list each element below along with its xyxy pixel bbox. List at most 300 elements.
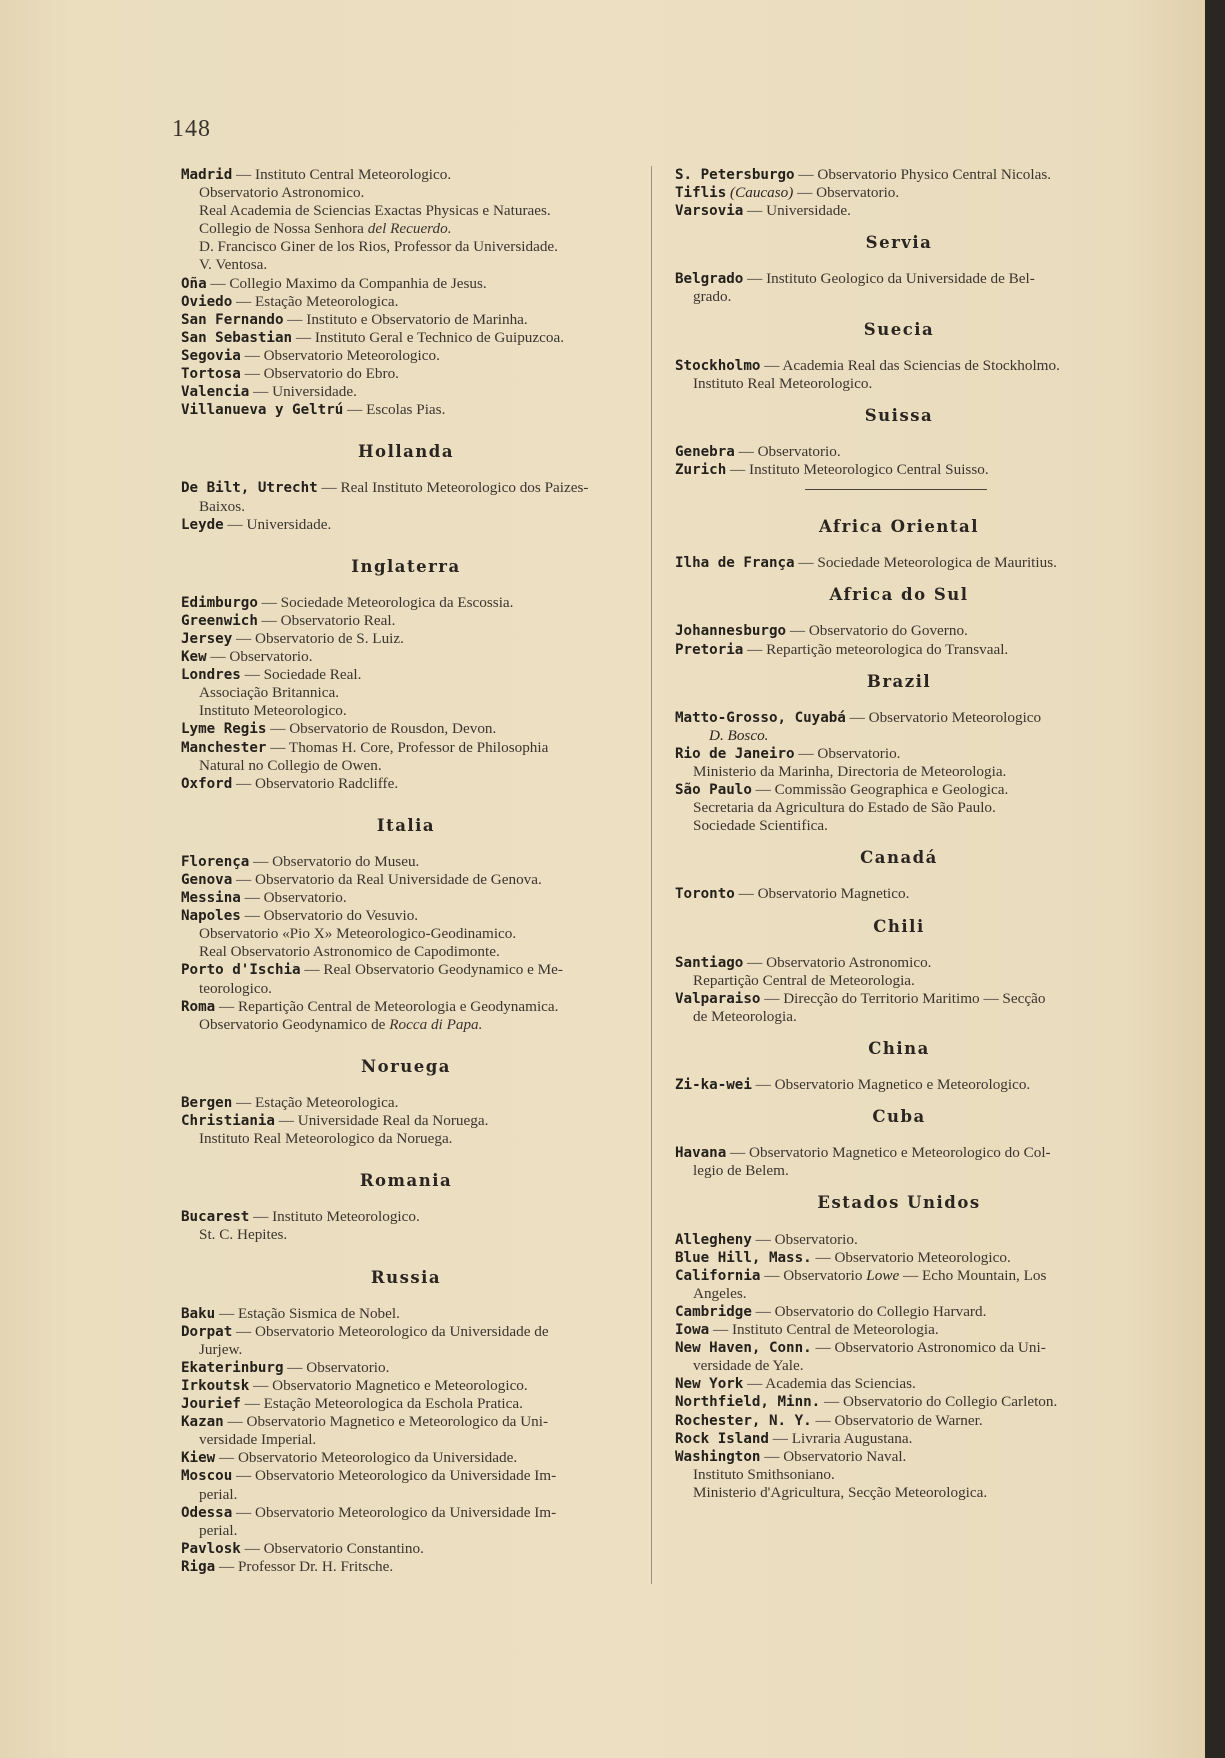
entry-text: — Observatorio do Museu.: [249, 852, 420, 870]
entry-line: [181, 479, 631, 497]
entry-sub: [675, 1484, 1123, 1502]
entry-place: Stockholmo: [675, 357, 761, 374]
entry-line: [181, 166, 631, 184]
entry-continuation: de Meteorologia.: [693, 1007, 797, 1025]
entry-line: [675, 1267, 1123, 1285]
entry-sub-text: Sociedade Scientifica.: [693, 817, 828, 835]
heading-noruega: Noruega: [360, 1056, 451, 1076]
entry-place: São Paulo: [675, 782, 752, 799]
entry-place: San Fernando: [181, 311, 284, 328]
entry-place: Christiania: [181, 1113, 275, 1130]
entry-sub: [181, 220, 631, 238]
entry-text: — Instituto Geral e Technico de Guipuzcoa.: [292, 328, 564, 346]
entry-text: — Observatorio: [760, 1266, 867, 1284]
heading-italia: Italia: [376, 815, 436, 835]
entry-text: — Observatorio Meteorologico.: [811, 1248, 1011, 1266]
entry-place: Roma: [181, 998, 216, 1015]
entry-text: — Observatorio Meteorologico da Universidade Im-: [232, 1467, 557, 1485]
section-hollanda: [181, 479, 631, 533]
entry-text: — Instituto e Observatorio de Marinha.: [283, 310, 528, 328]
entry-place: Iowa: [675, 1322, 710, 1339]
entry-line: [181, 1540, 631, 1558]
entry-line: [675, 1008, 1123, 1026]
entry-place: Toronto: [675, 886, 735, 903]
entry-text: — Universidade.: [223, 515, 332, 533]
entry-italic: Rocca di Papa.: [389, 1015, 483, 1033]
entry-line: [675, 461, 1123, 479]
entry-sub-text: V. Ventosa.: [199, 256, 268, 274]
entry-line: [181, 612, 631, 630]
entry-text: — Estação Meteorologica.: [232, 1093, 399, 1111]
entry-text: — Sociedade Meteorologica de Mauritius.: [794, 554, 1057, 572]
entry-place: Jourief: [181, 1396, 241, 1413]
entry-sub-text: Instituto Real Meteorologico da Noruega.: [199, 1130, 453, 1148]
entry-line: [181, 1305, 631, 1323]
entry-continuation: Jurjew.: [199, 1340, 243, 1358]
entry-place: Moscou: [181, 1468, 233, 1485]
entry-place: Tiflis: [675, 185, 727, 202]
entry-line: [675, 288, 1123, 306]
entry-text: — Echo Mountain, Los: [899, 1266, 1047, 1284]
entry-line: [675, 622, 1123, 640]
entry-line: [675, 270, 1123, 288]
entry-continuation: perial.: [199, 1485, 238, 1503]
entry-place: New Haven, Conn.: [675, 1340, 812, 1357]
entry-line: [675, 166, 1123, 184]
entry-line: [181, 1449, 631, 1467]
entry-place: Bucarest: [181, 1209, 250, 1226]
entry-line: [675, 1430, 1123, 1448]
heading-china: China: [868, 1039, 930, 1058]
entry-text: — Observatorio de Rousdon, Devon.: [266, 720, 497, 738]
entry-line: [675, 1393, 1123, 1411]
entry-line: [181, 401, 631, 419]
entry-italic: Lowe: [866, 1266, 900, 1284]
entry-line: [181, 275, 631, 293]
entry-line: [181, 775, 631, 793]
entry-place: Washington: [675, 1448, 761, 1465]
entry-line: [675, 1162, 1123, 1180]
entry-line: [675, 184, 1123, 202]
entry-line: [675, 954, 1123, 972]
heading-brazil: Brazil: [866, 671, 932, 691]
entry-line: [181, 961, 631, 979]
entry-line: [675, 1144, 1123, 1162]
entry-text: — Observatorio.: [206, 648, 313, 666]
entry-place: Leyde: [181, 516, 224, 533]
entry-continuation: versidade de Yale.: [693, 1357, 804, 1375]
entry-place: Madrid: [181, 167, 233, 183]
entry-line: [181, 907, 631, 925]
entry-place: Ilha de França: [675, 555, 795, 572]
entry-line: [181, 1341, 631, 1359]
entry-place: Oña: [181, 275, 207, 292]
section-suecia: [675, 357, 1123, 393]
entry-text: — Sociedade Real.: [240, 666, 362, 684]
entry-italic: (Caucaso): [726, 184, 794, 202]
entry-text: — Observatorio Real.: [257, 611, 396, 629]
entry-line: [675, 972, 1123, 990]
entry-line: [181, 1467, 631, 1485]
entry-text: — Academia Real das Sciencias de Stockholmo.: [760, 356, 1060, 374]
entry-line: [181, 998, 631, 1016]
section-italia: [181, 853, 631, 1034]
entry-line: [675, 990, 1123, 1008]
entry-place: Santiago: [675, 954, 744, 971]
entry-line: [675, 1448, 1123, 1466]
entry-line: [181, 666, 631, 684]
entry-line: [181, 853, 631, 871]
entry-text: — Observatorio de Warner.: [811, 1411, 983, 1429]
entry-place: Zurich: [675, 462, 727, 479]
entry-line: [675, 1076, 1123, 1094]
entry-sub-text: Observatorio Geodynamico de: [199, 1015, 390, 1033]
entry-line: [181, 1226, 631, 1244]
entry-text: — Observatorio da Real Universidade de Genova.: [232, 871, 542, 888]
entry-sub-text: Associação Britannica.: [199, 684, 340, 702]
entry-sub-text: Instituto Meteorologico.: [199, 702, 347, 720]
entry-line: [181, 184, 631, 202]
entry-text: — Observatorio do Collegio Carleton.: [820, 1393, 1058, 1411]
entry-line: [181, 347, 631, 365]
heading-africa-oriental: Africa Oriental: [819, 517, 979, 537]
entry-italic: D. Bosco.: [709, 726, 769, 744]
entry-text: — Observatorio Meteorologico da Universidade.: [215, 1449, 518, 1467]
entry-text: — Observatorio Radcliffe.: [232, 774, 399, 792]
entry-place: Florença: [181, 853, 250, 870]
entry-place: Oviedo: [181, 293, 233, 310]
entry-continuation: Angeles.: [693, 1284, 747, 1302]
heading-canada: Canadá: [860, 848, 938, 868]
entry-sub-text: Secretaria da Agricultura do Estado de São Paulo.: [693, 799, 996, 817]
entry-text: — Escolas Pias.: [343, 401, 446, 419]
section-russia: [181, 1305, 631, 1576]
entry-place: Genova: [181, 872, 233, 888]
entry-line: [181, 311, 631, 329]
entry-text: — Observatorio do Governo.: [786, 622, 968, 640]
entry-line: [675, 1303, 1123, 1321]
entry-line: [675, 202, 1123, 220]
entry-sub: [181, 943, 631, 961]
entry-line: [675, 1249, 1123, 1267]
heading-suecia: Suecia: [863, 319, 935, 339]
entry-line: [675, 375, 1123, 393]
section-russia-cont: [675, 166, 1123, 220]
entry-place: San Sebastian: [181, 329, 293, 346]
entry-place: Matto-Grosso, Cuyabá: [675, 709, 846, 726]
entry-continuation: perial.: [199, 1521, 238, 1539]
entry-sub: [181, 1226, 631, 1244]
entry-text: — Estação Meteorologica.: [232, 292, 399, 310]
entry-text: — Instituto Central de Meteorologia.: [709, 1321, 939, 1339]
entry-line: [181, 1208, 631, 1226]
entry-text: — Observatorio Meteorologico.: [240, 346, 440, 364]
entry-sub-text: Observatorio «Pio X» Meteorologico-Geodinamico.: [199, 925, 517, 943]
entry-text: — Observatorio.: [793, 184, 900, 202]
entry-line: [675, 554, 1123, 572]
entry-place: Kazan: [181, 1414, 224, 1431]
entry-place: Blue Hill, Mass.: [675, 1249, 812, 1266]
entry-line: [181, 630, 631, 648]
entry-text: — Observatorio.: [751, 1230, 858, 1248]
entry-place: Johannesburgo: [675, 623, 787, 640]
entry-place: Ekaterinburg: [181, 1359, 284, 1376]
entry-line: [675, 641, 1123, 659]
entry-place: Greenwich: [181, 612, 258, 629]
entry-text: — Observatorio.: [240, 889, 347, 907]
entry-line: [181, 648, 631, 666]
entry-place: Genebra: [675, 443, 735, 460]
entry-sub: [675, 972, 1123, 990]
entry-text: — Real Observatorio Geodynamico e Me-: [300, 961, 563, 979]
entry-place: Pretoria: [675, 641, 744, 658]
entry-line: [181, 980, 631, 998]
entry-continuation: Baixos.: [199, 497, 245, 515]
entry-sub: [181, 202, 631, 220]
entry-text: — Observatorio Magnetico e Meteorologico do Col-: [726, 1144, 1051, 1162]
entry-continuation: grado.: [693, 288, 732, 306]
section-canada: [675, 885, 1123, 903]
entry-sub: [181, 702, 631, 720]
entry-continuation: versidade Imperial.: [199, 1431, 317, 1449]
entry-line: [675, 1339, 1123, 1357]
entry-line: [181, 1431, 631, 1449]
heading-suissa: Suissa: [864, 405, 934, 425]
entry-italic: del Recuerdo.: [367, 220, 452, 238]
entry-line: [181, 256, 631, 274]
entry-text: — Observatorio Magnetico e Meteorologico da Uni-: [223, 1413, 549, 1431]
entry-place: Valparaiso: [675, 990, 761, 1007]
entry-text: — Observatorio do Ebro.: [240, 365, 399, 383]
heading-africa-sul: Africa do Sul: [829, 585, 969, 605]
entry-line: [181, 684, 631, 702]
entry-line: [181, 1323, 631, 1341]
entry-line: [675, 745, 1123, 763]
entry-text: — Observatorio Magnetico e Meteorologico.: [751, 1076, 1031, 1094]
entry-place: Messina: [181, 890, 241, 907]
section-suissa: [675, 443, 1123, 479]
entry-line: [675, 1375, 1123, 1393]
entry-text: — Observatorio Magnetico e Meteorologico.: [249, 1376, 528, 1394]
entry-line: [181, 871, 631, 889]
entry-sub-text: Real Academia de Sciencias Exactas Physicas e Naturaes.: [199, 202, 551, 220]
section-africa-sul: [675, 622, 1123, 658]
entry-line: [675, 1321, 1123, 1339]
entry-place: Valencia: [181, 384, 250, 401]
entry-sub-text: Instituto Real Meteorologico.: [693, 374, 873, 392]
entry-sub: [181, 1016, 631, 1034]
entry-place: Manchester: [181, 739, 267, 756]
entry-place: Irkoutsk: [181, 1377, 250, 1394]
entry-sub-text: Real Observatorio Astronomico de Capodimonte.: [199, 943, 500, 961]
entry-continuation: legio de Belem.: [693, 1162, 789, 1180]
entry-continuation: teorologico.: [199, 979, 272, 997]
entry-line: [181, 757, 631, 775]
entry-line: [181, 383, 631, 401]
entry-line: [675, 799, 1123, 817]
heading-russia: Russia: [370, 1267, 442, 1287]
entry-line: [675, 1231, 1123, 1249]
section-estados-unidos: [675, 1231, 1123, 1502]
entry-place: Baku: [181, 1305, 216, 1322]
entry-place: Varsovia: [675, 203, 744, 220]
section-cuba: [675, 1144, 1123, 1180]
entry-text: — Observatorio Meteorologico da Universidade Im-: [232, 1503, 557, 1521]
entry-text: — Direcção do Territorio Maritimo — Secção: [760, 989, 1046, 1007]
entry-line: [181, 889, 631, 907]
section-noruega: [181, 1094, 631, 1148]
entry-line: [181, 293, 631, 311]
entry-sub-text: St. C. Hepites.: [199, 1226, 288, 1244]
heading-inglaterra: Inglaterra: [351, 556, 461, 576]
entry-text: — Repartição Central de Meteorologia e Geodynamica.: [215, 997, 559, 1015]
entry-line: [675, 1357, 1123, 1375]
entry-line: [181, 1395, 631, 1413]
entry-line: [181, 702, 631, 720]
entry-place: Rock Island: [675, 1430, 769, 1447]
entry-text: — Instituto Meteorologico Central Suisso.: [726, 461, 989, 479]
entry-place: Oxford: [181, 775, 233, 792]
entry-sub: [675, 1466, 1123, 1484]
entry-sub: [675, 763, 1123, 781]
entry-continuation: Natural no Collegio de Owen.: [199, 756, 382, 774]
entry-line: [675, 443, 1123, 461]
entry-sub: [181, 925, 631, 943]
entry-place: Allegheny: [675, 1231, 752, 1248]
entry-text: — Commissão Geographica e Geologica.: [751, 781, 1009, 799]
entry-sub-text: Repartição Central de Meteorologia.: [693, 971, 915, 989]
entry-place: New York: [675, 1376, 744, 1393]
entry-text: — Instituto Central Meteorologico.: [232, 166, 452, 183]
entry-line: [675, 357, 1123, 375]
page-number: 148: [172, 116, 211, 142]
entry-place: Cambridge: [675, 1303, 752, 1320]
entry-sub: [181, 184, 631, 202]
entry-place: Kew: [181, 649, 207, 666]
entry-place: S. Petersburgo: [675, 167, 795, 183]
entry-line: [181, 1359, 631, 1377]
section-chili: [675, 954, 1123, 1026]
entry-text: — Observatorio Astronomico da Uni-: [811, 1339, 1046, 1357]
entry-text: — Observatorio do Vesuvio.: [240, 907, 419, 925]
entry-text: — Universidade.: [249, 383, 357, 401]
entry-line: [675, 781, 1123, 799]
entry-place: Tortosa: [181, 366, 241, 383]
entry-line: [181, 720, 631, 738]
entry-line: [181, 202, 631, 220]
entry-text: — Observatorio Magnetico.: [734, 885, 910, 903]
entry-line: [181, 329, 631, 347]
entry-sub: [181, 1130, 631, 1148]
entry-place: De Bilt, Utrecht: [181, 480, 318, 497]
entry-sub-text: Instituto Smithsoniano.: [693, 1465, 835, 1483]
entry-line: [181, 1522, 631, 1540]
entry-place: Edimburgo: [181, 594, 258, 611]
entry-place: Havana: [675, 1145, 727, 1162]
heading-estados-unidos: Estados Unidos: [817, 1193, 981, 1213]
entry-line: [181, 739, 631, 757]
entry-sub: [181, 684, 631, 702]
entry-line: [181, 943, 631, 961]
entry-sub-text: D. Francisco Giner de los Rios, Professor da Universidade.: [199, 238, 558, 256]
entry-sub-text: Observatorio Astronomico.: [199, 184, 365, 202]
heading-cuba: Cuba: [872, 1107, 926, 1127]
entry-text: — Academia das Sciencias.: [743, 1375, 916, 1393]
entry-line: [181, 1130, 631, 1148]
entry-text: — Observatorio Naval.: [760, 1447, 907, 1465]
entry-line: [181, 925, 631, 943]
entry-sub: [181, 238, 631, 256]
entry-line: [181, 238, 631, 256]
entry-place: Kiew: [181, 1450, 216, 1467]
entry-text: — Observatorio de S. Luiz.: [232, 629, 404, 647]
entry-place: Rio de Janeiro: [675, 745, 795, 762]
entry-text: — Instituto Geologico da Universidade de Bel-: [743, 270, 1035, 288]
entry-text: — Livraria Augustana.: [768, 1429, 913, 1447]
entry-line: [675, 885, 1123, 903]
entry-line: [675, 1285, 1123, 1303]
entry-place: Napoles: [181, 908, 241, 925]
entry-sub-text: Collegio de Nossa Senhora: [199, 220, 368, 238]
section-china: [675, 1076, 1123, 1094]
entry-place: Zi-ka-wei: [675, 1077, 752, 1094]
entry-text: — Observatorio Meteorologico da Universidade de: [232, 1322, 549, 1340]
entry-text: — Observatorio.: [734, 442, 841, 460]
entry-place: Belgrado: [675, 271, 744, 288]
heading-chili: Chili: [873, 916, 925, 936]
entry-text: — Real Instituto Meteorologico dos Paizes-: [317, 479, 589, 497]
entry-place: Pavlosk: [181, 1540, 241, 1557]
entry-sub: [675, 817, 1123, 835]
entry-line: [181, 365, 631, 383]
entry-text: — Universidade Real da Noruega.: [274, 1112, 489, 1130]
entry-text: — Observatorio Meteorologico: [845, 708, 1042, 726]
entry-line: [675, 1484, 1123, 1502]
entry-text: — Estação Meteorologica da Eschola Pratica.: [240, 1395, 523, 1413]
entry-line: [675, 1466, 1123, 1484]
entry-text: — Estação Sismica de Nobel.: [215, 1304, 400, 1322]
entry-sub: [675, 799, 1123, 817]
entry-place: Porto d'Ischia: [181, 962, 301, 979]
entry-line: [181, 1094, 631, 1112]
entry-text: — Observatorio Astronomico.: [743, 953, 932, 971]
entry-line: [181, 1377, 631, 1395]
section-servia: [675, 270, 1123, 306]
section-africa-oriental: [675, 554, 1123, 572]
entry-line: [675, 727, 1123, 745]
section-brazil: [675, 709, 1123, 836]
section-spain: [181, 166, 631, 419]
right-column: [675, 166, 1123, 1502]
entry-text: — Instituto Meteorologico.: [249, 1208, 420, 1226]
entry-place: Dorpat: [181, 1323, 233, 1340]
entry-line: [181, 498, 631, 516]
column-divider: [651, 166, 652, 1584]
entry-text: — Observatorio Physico Central Nicolas.: [794, 166, 1052, 183]
entry-place: California: [675, 1267, 761, 1284]
entry-place: Northfield, Minn.: [675, 1394, 821, 1411]
entry-text: — Collegio Maximo da Companhia de Jesus.: [206, 274, 487, 292]
heading-romania: Romania: [359, 1171, 453, 1191]
heading-servia: Servia: [865, 233, 933, 253]
entry-line: [181, 1504, 631, 1522]
entry-place: Lyme Regis: [181, 721, 267, 738]
section-rule: [805, 489, 987, 490]
entry-sub: [181, 256, 631, 274]
entry-place: Rochester, N. Y.: [675, 1412, 812, 1429]
entry-text: — Universidade.: [743, 202, 851, 220]
entry-text: — Professor Dr. H. Fritsche.: [215, 1557, 394, 1575]
